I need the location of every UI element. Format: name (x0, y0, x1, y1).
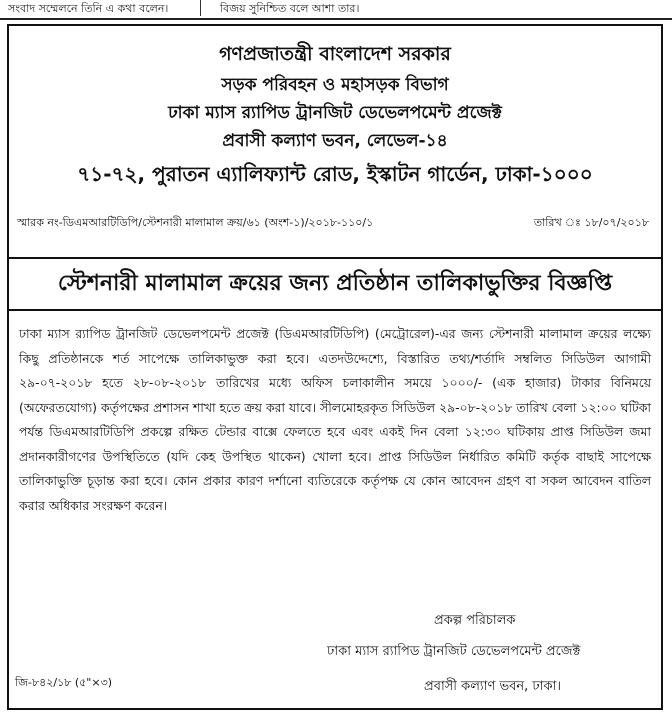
clip-rule (0, 18, 672, 20)
clip-separator (200, 0, 201, 16)
memo-number: স্মারক নং-ডিএমআরটিডিপি/স্টেশনারী মালামাল ক্রয়/৬১ (অংশ-১)/২০১৮-১১০/১ (17, 216, 374, 229)
notice-title-banner (7, 257, 663, 311)
govt-title: গণপ্রজাতন্ত্রী বাংলাদেশ সরকার (219, 43, 451, 65)
address-line: ৭১-৭২, পুরাতন এ্যালিফ্যান্ট রোড, ইস্কাটন গার্ডেন, ঢাকা-১০০০ (77, 162, 593, 186)
division-title: সড়ক পরিবহন ও মহাসড়ক বিভাগ (221, 75, 449, 95)
clip-left-fragment: সংবাদ সম্মেলনে তিনি এ কথা বলেন। (8, 2, 169, 15)
newspaper-clip-strip (0, 0, 672, 22)
ref-code: জি-৮৪২/১৮ (৫"×৩) (15, 676, 113, 689)
notice-date: তারিখ ঃ ১৮/০৭/২০১৮ (533, 216, 649, 229)
project-title: ঢাকা ম্যাস র‍্যাপিড ট্রানজিট ডেভেলপমেন্ট প্রজেক্ট (168, 103, 502, 123)
signatory-project: ঢাকা ম্যাস র‍্যাপিড ট্রানজিট ডেভেলপমেন্ট প্রজেক্ট (327, 644, 581, 659)
notice-frame (7, 24, 663, 710)
notice-body: ঢাকা ম্যাস র‍্যাপিড ট্রানজিট ডেভেলপমেন্ট প্রজেক্ট (ডিএমআরটিডিপি) (মেট্রোরেল)-এর জন্য স্টেশনারী মালামাল ক্রয়ের লক্ষ্যে কিছু প্রতিষ্ঠানকে শর্ত সাপেক্ষে তালিকাভুক্ত করা হবে। এতদউদ্দেশ্যে, বিস্তারিত তথ্য/শর্তাদি সম্বলিত সিডিউল আগামী ২৯-০৭-২০১৮ হতে ২৮-০৮-২০১৮ তারিখের মধ্যে অফিস চলাকালীন সময়ে ১০০০/- (এক হাজার) টাকার বিনিময়ে (অফেরতযোগ্য) কর্তৃপক্ষের প্রশাসন শাখা হতে ক্রয় করা যাবে। সীলমোহরকৃত সিডিউল ২৯-০৮-২০১৮ তারিখ বেলা ১২:০০ ঘটিকা পর্যন্ত ডিএমআরটিডিপি প্রকল্পে রক্ষিত টেন্ডার বাক্সে ফেলতে হবে এবং একই দিন বেলা ১২:৩০ ঘটিকায় প্রাপ্ত সিডিউল জমা প্রদানকারীগণের উপস্থিতিতে (যদি কেহ উপস্থিত থাকেন) খোলা হবে। প্রাপ্ত সিডিউল নির্ধারিত কমিটি কর্তৃক বাছাই সাপেক্ষে তালিকাভুক্তি চূড়ান্ত করা হবে। কোন প্রকার কারণ দর্শানো ব্যতিরেকে কর্তৃপক্ষ যে কোন আবেদন গ্রহণ বা সকল আবেদন বাতিল করার অধিকার সংরক্ষণ করেন। (19, 326, 651, 513)
notice-title: স্টেশনারী মালামাল ক্রয়ের জন্য প্রতিষ্ঠান তালিকাভুক্তির বিজ্ঞপ্তি (57, 270, 613, 296)
building-line: প্রবাসী কল্যাণ ভবন, লেভেল-১৪ (222, 131, 448, 151)
signatory-address: প্রবাসী কল্যাণ ভবন, ঢাকা। (424, 679, 562, 694)
clip-right-fragment: বিজয় সুনিশ্চিত বলে আশা তার। (220, 2, 360, 15)
signatory-title: প্রকল্প পরিচালক (434, 613, 516, 628)
